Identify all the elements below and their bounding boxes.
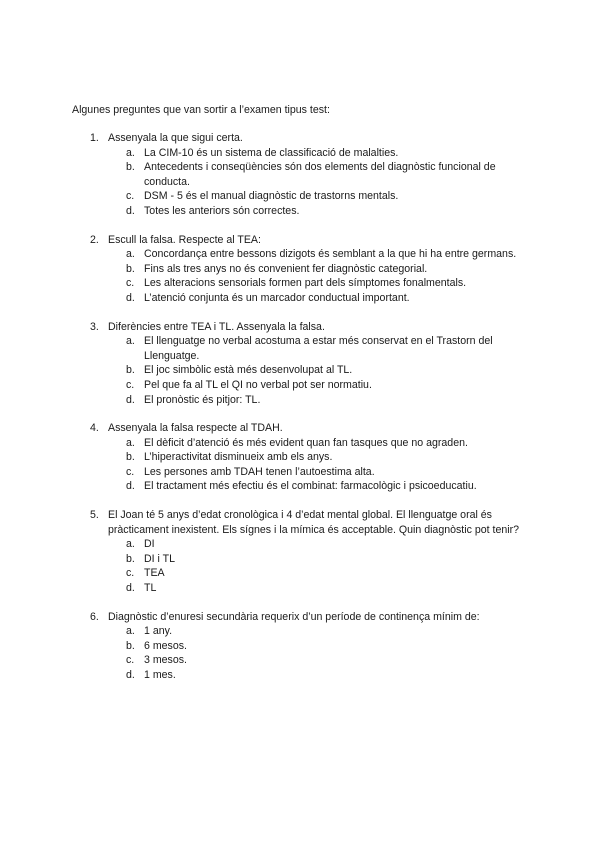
question-4 bbox=[72, 421, 522, 494]
option-letter: d. bbox=[126, 669, 135, 681]
question-text: Diagnòstic d’enuresi secundària requerix d’un període de continença mínim de: bbox=[108, 610, 480, 623]
option-d bbox=[72, 291, 522, 306]
option-letter: b. bbox=[126, 552, 135, 565]
option-text: Antecedents i conseqüències són dos elements del diagnòstic funcional de conducta. bbox=[144, 161, 496, 188]
option-a bbox=[72, 537, 522, 552]
question-3 bbox=[72, 320, 522, 408]
question-line bbox=[72, 610, 522, 625]
option-text: La CIM-10 és un sistema de classificació de malalties. bbox=[144, 146, 399, 159]
option-letter: d. bbox=[126, 582, 135, 595]
option-list bbox=[72, 247, 522, 305]
option-text: Totes les anteriors són correctes. bbox=[144, 204, 300, 217]
option-text: Fins als tres anys no és convenient fer diagnòstic categorial. bbox=[144, 262, 428, 275]
option-a bbox=[72, 146, 522, 161]
question-line bbox=[72, 508, 522, 537]
question-number: 1. bbox=[90, 132, 99, 144]
option-b bbox=[72, 363, 522, 378]
option-text: 1 any. bbox=[144, 625, 173, 638]
option-text: El tractament més efectiu és el combinat: farmacològic i psicoeducatiu. bbox=[144, 480, 477, 493]
option-letter: b. bbox=[126, 262, 135, 275]
option-text: DSM - 5 és el manual diagnòstic de trastorns mentals. bbox=[144, 190, 399, 203]
option-a bbox=[72, 334, 522, 363]
option-letter: a. bbox=[126, 248, 135, 261]
option-letter: c. bbox=[126, 378, 135, 391]
question-number: 6. bbox=[90, 610, 99, 623]
option-text: L’atenció conjunta és un marcador conductual important. bbox=[144, 291, 410, 304]
question-text: Assenyala la falsa respecte al TDAH. bbox=[108, 422, 283, 435]
option-text: DI i TL bbox=[144, 552, 176, 565]
option-letter: a. bbox=[126, 625, 135, 638]
option-b bbox=[72, 639, 522, 654]
option-list bbox=[72, 146, 522, 219]
option-text: El dèficit d’atenció és més evident quan fan tasques que no agraden. bbox=[144, 436, 468, 449]
option-letter: c. bbox=[126, 654, 135, 667]
option-list bbox=[72, 624, 522, 682]
option-d bbox=[72, 581, 522, 596]
option-b bbox=[72, 552, 522, 567]
option-letter: c. bbox=[126, 465, 135, 478]
option-letter: a. bbox=[126, 335, 135, 348]
option-d bbox=[72, 668, 522, 683]
option-c bbox=[72, 465, 522, 480]
option-letter: a. bbox=[126, 538, 135, 551]
question-line bbox=[72, 233, 522, 248]
option-c bbox=[72, 566, 522, 581]
question-line bbox=[72, 421, 522, 436]
question-line bbox=[72, 320, 522, 335]
option-list bbox=[72, 436, 522, 494]
option-a bbox=[72, 436, 522, 451]
option-text: Les alteracions sensorials formen part dels símptomes fonalmentals. bbox=[144, 277, 467, 290]
question-text: Assenyala la que sigui certa. bbox=[108, 132, 243, 144]
option-letter: c. bbox=[126, 567, 135, 580]
option-letter: c. bbox=[126, 277, 135, 290]
option-text: El llenguatge no verbal acostuma a estar més conservat en el Trastorn del Llenguatge. bbox=[144, 335, 493, 362]
option-text: TL bbox=[144, 582, 157, 595]
option-letter: a. bbox=[126, 146, 135, 159]
option-letter: d. bbox=[126, 393, 135, 406]
option-letter: b. bbox=[126, 364, 135, 377]
option-a bbox=[72, 624, 522, 639]
option-list bbox=[72, 537, 522, 595]
option-letter: d. bbox=[126, 291, 135, 304]
option-text: 6 mesos. bbox=[144, 639, 187, 652]
option-text: Concordança entre bessons dizigots és semblant a la que hi ha entre germans. bbox=[144, 248, 517, 261]
option-text: El joc simbòlic està més desenvolupat al TL. bbox=[144, 364, 353, 377]
option-letter: b. bbox=[126, 161, 135, 174]
question-number: 5. bbox=[90, 509, 99, 522]
option-b bbox=[72, 450, 522, 465]
option-text: DI bbox=[144, 538, 155, 551]
question-6 bbox=[72, 610, 522, 683]
option-c bbox=[72, 653, 522, 668]
option-text: Pel que fa al TL el QI no verbal pot ser normatiu. bbox=[144, 378, 372, 391]
question-text: Diferències entre TEA i TL. Assenyala la falsa. bbox=[108, 320, 325, 333]
option-letter: d. bbox=[126, 480, 135, 493]
option-text: Les persones amb TDAH tenen l’autoestima alta. bbox=[144, 465, 375, 478]
option-c bbox=[72, 276, 522, 291]
question-number: 3. bbox=[90, 320, 99, 333]
question-5 bbox=[72, 508, 522, 596]
option-letter: c. bbox=[126, 190, 135, 203]
question-1 bbox=[72, 131, 522, 219]
option-d bbox=[72, 204, 522, 219]
question-text: Escull la falsa. Respecte al TEA: bbox=[108, 233, 261, 246]
option-a bbox=[72, 247, 522, 262]
question-text: El Joan té 5 anys d’edat cronològica i 4 d’edat mental global. El llenguatge oral és pràcticament inexistent. Els sígnes i la mímica és acceptable. Quin diagnòstic pot tenir? bbox=[108, 509, 520, 536]
option-b bbox=[72, 160, 522, 189]
option-b bbox=[72, 262, 522, 277]
question-line bbox=[72, 131, 522, 146]
option-text: 3 mesos. bbox=[144, 654, 187, 667]
option-d bbox=[72, 479, 522, 494]
option-letter: a. bbox=[126, 436, 135, 449]
option-letter: b. bbox=[126, 639, 135, 652]
option-letter: b. bbox=[126, 451, 135, 464]
question-number: 2. bbox=[90, 233, 99, 246]
question-number: 4. bbox=[90, 422, 99, 435]
option-text: L’hiperactivitat disminueix amb els anys. bbox=[144, 451, 333, 464]
question-list bbox=[72, 131, 522, 697]
question-2 bbox=[72, 233, 522, 306]
option-c bbox=[72, 378, 522, 393]
intro-text: Algunes preguntes que van sortir a l’examen tipus test: bbox=[72, 104, 330, 116]
option-letter: d. bbox=[126, 204, 135, 217]
option-text: TEA bbox=[144, 567, 165, 580]
option-text: 1 mes. bbox=[144, 669, 176, 681]
option-list bbox=[72, 334, 522, 407]
option-c bbox=[72, 189, 522, 204]
option-text: El pronòstic és pitjor: TL. bbox=[144, 393, 261, 406]
option-d bbox=[72, 393, 522, 408]
